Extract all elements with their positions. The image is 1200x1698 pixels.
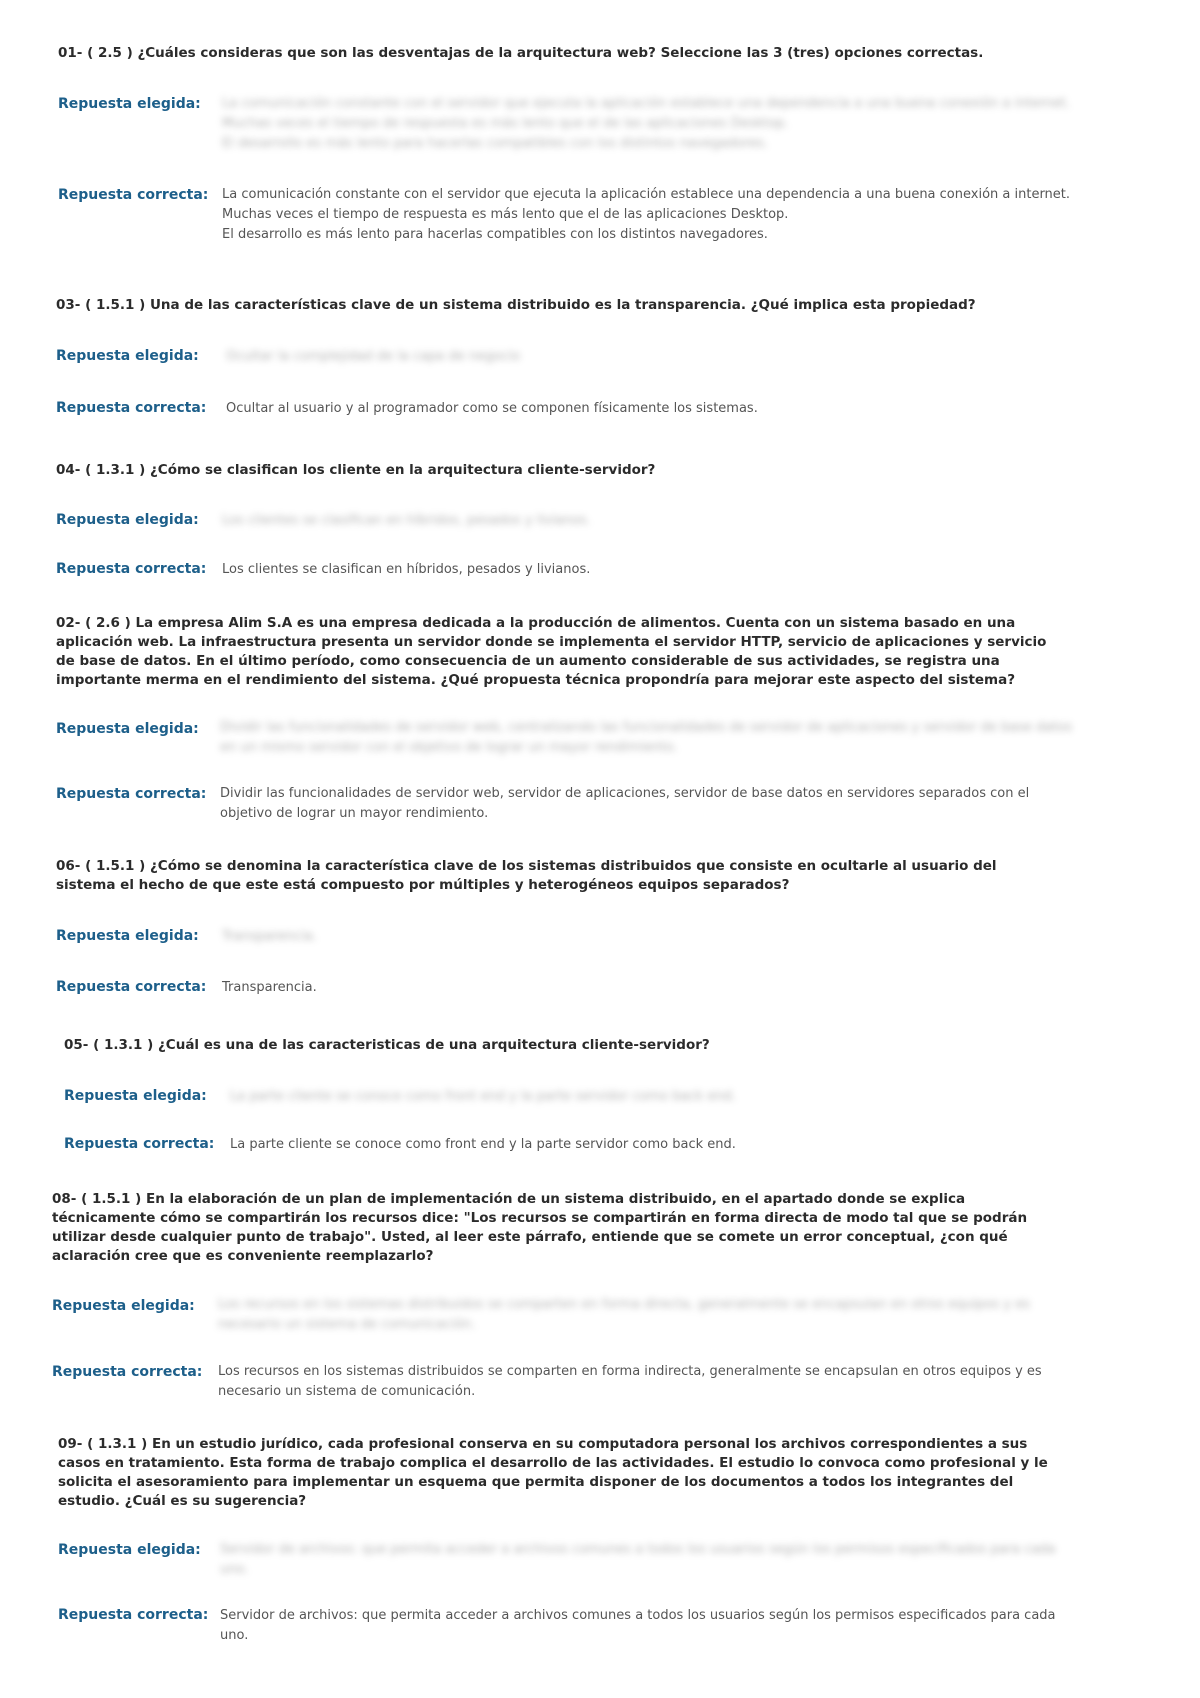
correct-answer-label: Repuesta correcta: bbox=[58, 187, 209, 203]
chosen-answer-label: Repuesta elegida: bbox=[56, 348, 199, 364]
correct-answer-text: Transparencia. bbox=[222, 980, 317, 995]
correct-answer-label: Repuesta correcta: bbox=[58, 1607, 209, 1623]
chosen-answer-text: Los clientes se clasifican en híbridos, pesados y livianos. bbox=[222, 513, 591, 528]
correct-answer-label: Repuesta correcta: bbox=[52, 1364, 203, 1380]
correct-answer-text: Dividir las funcionalidades de servidor web, servidor de aplicaciones, servidor de base datos en servidores separados con el objetivo de lograr un mayor rendimiento. bbox=[220, 786, 1030, 821]
question-title: 02- ( 2.6 ) La empresa Alim S.A es una empresa dedicada a la producción de alimentos. Cuenta con un sistema basado en una aplicación web. La infraestructura presenta un servidor donde se implementa el servidor HTTP, servicio de aplicaciones y servicio de base de datos. En el último período, como consecuencia de un aumento considerable de sus actividades, se registra una importante merma en el rendimiento del sistema. ¿Qué propuesta técnica propondría para mejorar este aspecto del sistema? bbox=[56, 615, 1047, 688]
chosen-answer-label: Repuesta elegida: bbox=[56, 928, 199, 944]
question-title: 01- ( 2.5 ) ¿Cuáles consideras que son las desventajas de la arquitectura web? Seleccione las 3 (tres) opciones correctas. bbox=[58, 45, 984, 61]
correct-answer-label: Repuesta correcta: bbox=[64, 1136, 215, 1152]
chosen-answer-label: Repuesta elegida: bbox=[56, 721, 199, 737]
question-title: 05- ( 1.3.1 ) ¿Cuál es una de las caracteristicas de una arquitectura cliente-servidor? bbox=[64, 1037, 710, 1053]
correct-answer-label: Repuesta correcta: bbox=[56, 786, 207, 802]
chosen-answer-text: Transparencia. bbox=[222, 929, 317, 944]
chosen-answer-text: Dividir las funcionalidades de servidor web, centralizando las funcionalidades de servidor de aplicaciones y servidor de base datos en un mismo servidor con el objetivo de lograr un mayor rendimiento. bbox=[220, 720, 1073, 755]
chosen-answer-text: Ocultar la complejidad de la capa de negocio bbox=[226, 349, 521, 364]
correct-answer-text: Los recursos en los sistemas distribuidos se comparten en forma indirecta, generalmente se encapsulan en otros equipos y es necesario un sistema de comunicación. bbox=[218, 1364, 1042, 1399]
chosen-answer-text: Servidor de archivos: que permita acceder a archivos comunes a todos los usuarios según los permisos especificados para cada uno. bbox=[220, 1542, 1056, 1577]
correct-answer-text: La comunicación constante con el servidor que ejecuta la aplicación establece una dependencia a una buena conexión a internet. Muchas veces el tiempo de respuesta es más lento que el de las aplicaciones Desktop. El desarrollo es más lento para hacerlas compatibles con los distintos navegadores. bbox=[222, 187, 1071, 242]
question-title: 04- ( 1.3.1 ) ¿Cómo se clasifican los cliente en la arquitectura cliente-servidor? bbox=[56, 462, 656, 478]
correct-answer-text: La parte cliente se conoce como front end y la parte servidor como back end. bbox=[230, 1137, 736, 1152]
correct-answer-text: Servidor de archivos: que permita acceder a archivos comunes a todos los usuarios según los permisos especificados para cada uno. bbox=[220, 1608, 1056, 1643]
question-title: 06- ( 1.5.1 ) ¿Cómo se denomina la característica clave de los sistemas distribuidos que consiste en ocultarle al usuario del sistema el hecho de que este está compuesto por múltiples y heterogéneos equipos separados? bbox=[56, 858, 997, 893]
correct-answer-text: Ocultar al usuario y al programador como se componen físicamente los sistemas. bbox=[226, 401, 758, 416]
chosen-answer-label: Repuesta elegida: bbox=[58, 1542, 201, 1558]
chosen-answer-text: La comunicación constante con el servidor que ejecuta la aplicación establece una dependencia a una buena conexión a internet. Muchas veces el tiempo de respuesta es más lento que el de las aplicaciones Desktop. El desarrollo es más lento para hacerlas compatibles con los distintos navegadores. bbox=[222, 96, 1071, 151]
question-title: 03- ( 1.5.1 ) Una de las características clave de un sistema distribuido es la transparencia. ¿Qué implica esta propiedad? bbox=[56, 297, 976, 313]
chosen-answer-label: Repuesta elegida: bbox=[64, 1088, 207, 1104]
chosen-answer-label: Repuesta elegida: bbox=[58, 96, 201, 112]
correct-answer-label: Repuesta correcta: bbox=[56, 979, 207, 995]
chosen-answer-label: Repuesta elegida: bbox=[56, 512, 199, 528]
question-title: 09- ( 1.3.1 ) En un estudio jurídico, cada profesional conserva en su computadora personal los archivos correspondientes a sus casos en tratamiento. Esta forma de trabajo complica el desarrollo de las actividades. El estudio lo convoca como profesional y le solicita el asesoramiento para implementar un esquema que permita disponer de los documentos a todos los integrantes del estudio. ¿Cuál es su sugerencia? bbox=[58, 1436, 1048, 1509]
correct-answer-text: Los clientes se clasifican en híbridos, pesados y livianos. bbox=[222, 562, 591, 577]
question-title: 08- ( 1.5.1 ) En la elaboración de un plan de implementación de un sistema distribuido, en el apartado donde se explica técnicamente cómo se compartirán los recursos dice: "Los recursos se compartirán en forma directa de modo tal que se podrán utilizar desde cualquier punto de trabajo". Usted, al leer este párrafo, entiende que se comete un error conceptual, ¿con qué aclaración cree que es conveniente reemplazarlo? bbox=[52, 1191, 1028, 1264]
correct-answer-label: Repuesta correcta: bbox=[56, 561, 207, 577]
chosen-answer-text: Los recursos en los sistemas distribuidos se comparten en forma directa, generalmente se encapsulan en otros equipos y es necesario un sistema de comunicación. bbox=[218, 1297, 1030, 1332]
chosen-answer-text: La parte cliente se conoce como front end y la parte servidor como back end. bbox=[230, 1089, 736, 1104]
correct-answer-label: Repuesta correcta: bbox=[56, 400, 207, 416]
chosen-answer-label: Repuesta elegida: bbox=[52, 1298, 195, 1314]
